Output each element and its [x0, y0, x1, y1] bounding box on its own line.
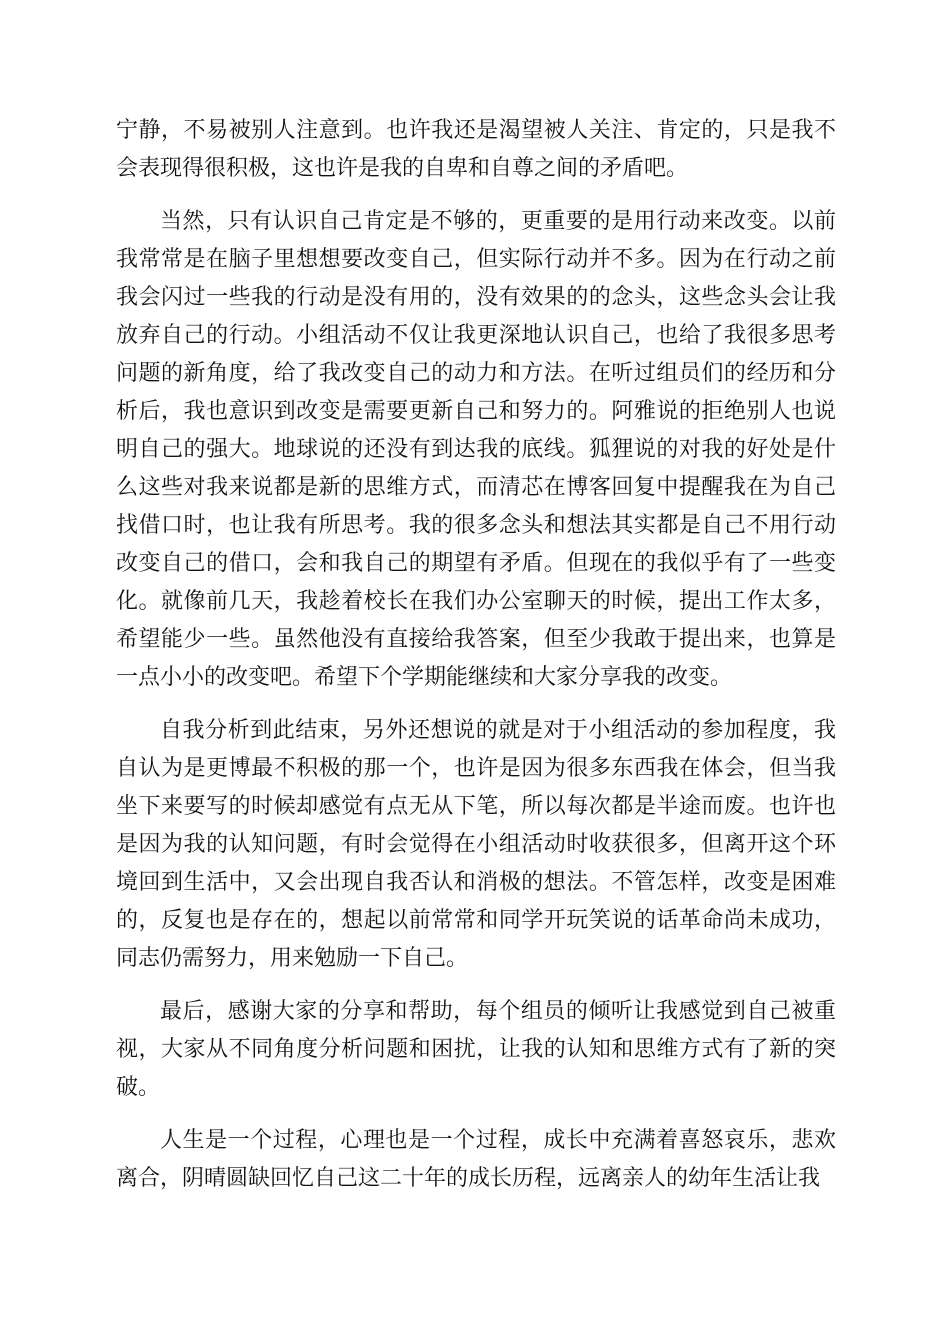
- document-body: [116, 112, 836, 1213]
- paragraph-continued: 宁静，不易被别人注意到。也许我还是渴望被人关注、肯定的，只是我不会表现得很积极，这也许是我的自卑和自尊之间的矛盾吧。: [116, 118, 836, 181]
- paragraph-action-change: 当然，只有认识自己肯定是不够的，更重要的是用行动来改变。以前我常常是在脑子里想想要改变自己，但实际行动并不多。因为在行动之前我会闪过一些我的行动是没有用的，没有效果的的念头，这些念头会让我放弃自己的行动。小组活动不仅让我更深地认识自己，也给了我很多思考问题的新角度，给了我改变自己的动力和方法。在听过组员们的经历和分析后，我也意识到改变是需要更新自己和努力的。阿雅说的拒绝别人也说明自己的强大。地球说的还没有到达我的底线。狐狸说的对我的好处是什么这些对我来说都是新的思维方式，而清芯在博客回复中提醒我在为自己找借口时，也让我有所思考。我的很多念头和想法其实都是自己不用行动改变自己的借口，会和我自己的期望有矛盾。但现在的我似乎有了一些变化。就像前几天，我趁着校长在我们办公室聊天的时候，提出工作太多，希望能少一些。虽然他没有直接给我答案，但至少我敢于提出来，也算是一点小小的改变吧。希望下个学期能继续和大家分享我的改变。: [116, 209, 836, 690]
- paragraph-thanks: 最后，感谢大家的分享和帮助，每个组员的倾听让我感觉到自己被重视，大家从不同角度分析问题和困扰，让我的认知和思维方式有了新的突破。: [116, 999, 836, 1100]
- paragraph-life-process: 人生是一个过程，心理也是一个过程，成长中充满着喜怒哀乐，悲欢离合，阴晴圆缺回忆自己这二十年的成长历程，远离亲人的幼年生活让我: [116, 1128, 836, 1191]
- paragraph-group-participation: 自我分析到此结束，另外还想说的就是对于小组活动的参加程度，我自认为是更博最不积极的那一个，也许是因为很多东西我在体会，但当我坐下来要写的时候却感觉有点无从下笔，所以每次都是半途而废。也许也是因为我的认知问题，有时会觉得在小组活动时收获很多，但离开这个环境回到生活中，又会出现自我否认和消极的想法。不管怎样，改变是困难的，反复也是存在的，想起以前常常和同学开玩笑说的话革命尚未成功，同志仍需努力，用来勉励一下自己。: [116, 718, 836, 971]
